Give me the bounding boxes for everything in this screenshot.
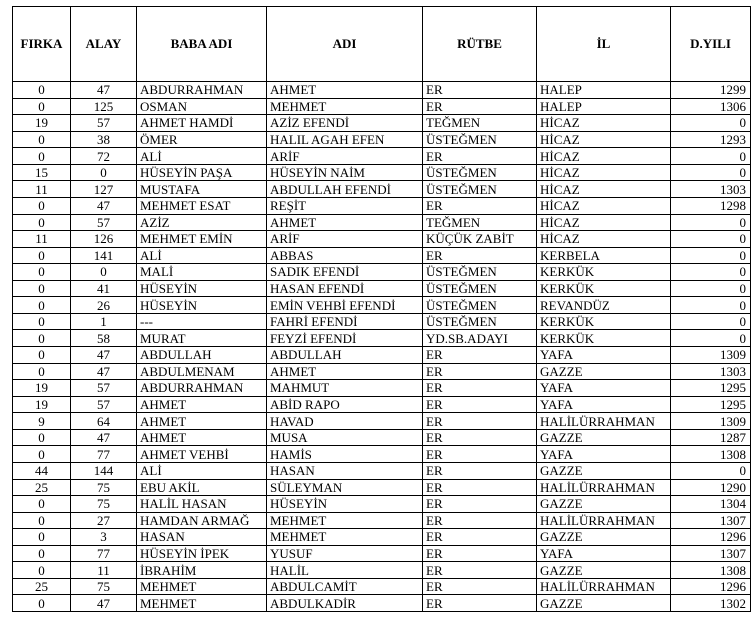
table-row [13, 429, 751, 446]
il-cell: YAFA [537, 347, 671, 364]
rutbe-cell: ER [423, 512, 537, 529]
adi-cell: MUSA [267, 429, 423, 446]
header-row [13, 7, 751, 82]
header-rutbe: RÜTBE [423, 7, 537, 82]
firka-cell: 0 [13, 214, 71, 231]
il-cell: HİCAZ [537, 115, 671, 132]
adi-cell: ABDULLAH [267, 347, 423, 364]
rutbe-cell: ER [423, 98, 537, 115]
firka-cell: 0 [13, 264, 71, 281]
rutbe-cell: ER [423, 545, 537, 562]
il-cell: GAZZE [537, 462, 671, 479]
table-row [13, 131, 751, 148]
rutbe-cell: ER [423, 396, 537, 413]
adi-cell: MEHMET [267, 98, 423, 115]
rutbe-cell: ER [423, 462, 537, 479]
adi-cell: ARİF [267, 148, 423, 165]
adi-cell: ABİD RAPO [267, 396, 423, 413]
firka-cell: 0 [13, 363, 71, 380]
baba-adi-cell: AHMET HAMDİ [137, 115, 267, 132]
table-row [13, 446, 751, 463]
il-cell: KERKÜK [537, 280, 671, 297]
table-row [13, 347, 751, 364]
table-row [13, 413, 751, 430]
il-cell: GAZZE [537, 429, 671, 446]
alay-cell: 11 [71, 562, 137, 579]
firka-cell: 0 [13, 347, 71, 364]
alay-cell: 47 [71, 82, 137, 99]
d-yili-cell: 1295 [671, 380, 751, 397]
firka-cell: 0 [13, 545, 71, 562]
d-yili-cell: 1287 [671, 429, 751, 446]
table-row [13, 231, 751, 248]
table-row [13, 396, 751, 413]
alay-cell: 3 [71, 529, 137, 546]
baba-adi-cell: HÜSEYİN PAŞA [137, 164, 267, 181]
alay-cell: 75 [71, 479, 137, 496]
baba-adi-cell: ÖMER [137, 131, 267, 148]
alay-cell: 27 [71, 512, 137, 529]
rutbe-cell: ER [423, 197, 537, 214]
rutbe-cell: ER [423, 496, 537, 513]
d-yili-cell: 1307 [671, 545, 751, 562]
table-row [13, 247, 751, 264]
baba-adi-cell: ALİ [137, 462, 267, 479]
rutbe-cell: ER [423, 595, 537, 612]
table-row [13, 264, 751, 281]
alay-cell: 26 [71, 297, 137, 314]
firka-cell: 11 [13, 181, 71, 198]
d-yili-cell: 0 [671, 264, 751, 281]
firka-cell: 15 [13, 164, 71, 181]
baba-adi-cell: AHMET [137, 413, 267, 430]
header-adi: ADI [267, 7, 423, 82]
alay-cell: 64 [71, 413, 137, 430]
firka-cell: 25 [13, 578, 71, 595]
il-cell: GAZZE [537, 529, 671, 546]
il-cell: HİCAZ [537, 164, 671, 181]
header-baba-adi: BABA ADI [137, 7, 267, 82]
table-row [13, 462, 751, 479]
rutbe-cell: ER [423, 529, 537, 546]
d-yili-cell: 0 [671, 297, 751, 314]
rutbe-cell: TEĞMEN [423, 115, 537, 132]
adi-cell: HALIL AGAH EFEN [267, 131, 423, 148]
d-yili-cell: 0 [671, 280, 751, 297]
table-row [13, 148, 751, 165]
il-cell: KERBELA [537, 247, 671, 264]
baba-adi-cell: MUSTAFA [137, 181, 267, 198]
adi-cell: AHMET [267, 82, 423, 99]
d-yili-cell: 0 [671, 164, 751, 181]
alay-cell: 141 [71, 247, 137, 264]
alay-cell: 47 [71, 429, 137, 446]
rutbe-cell: ER [423, 479, 537, 496]
alay-cell: 144 [71, 462, 137, 479]
il-cell: GAZZE [537, 562, 671, 579]
table-row [13, 214, 751, 231]
il-cell: GAZZE [537, 496, 671, 513]
alay-cell: 0 [71, 164, 137, 181]
baba-adi-cell: AHMET [137, 429, 267, 446]
d-yili-cell: 0 [671, 462, 751, 479]
adi-cell: FAHRİ EFENDİ [267, 313, 423, 330]
rutbe-cell: ER [423, 562, 537, 579]
header-firka: FIRKA [13, 7, 71, 82]
alay-cell: 126 [71, 231, 137, 248]
alay-cell: 57 [71, 115, 137, 132]
baba-adi-cell: AZİZ [137, 214, 267, 231]
d-yili-cell: 0 [671, 330, 751, 347]
table-row [13, 512, 751, 529]
rutbe-cell: TEĞMEN [423, 214, 537, 231]
il-cell: YAFA [537, 380, 671, 397]
il-cell: HİCAZ [537, 181, 671, 198]
adi-cell: AHMET [267, 363, 423, 380]
rutbe-cell: ÜSTEĞMEN [423, 164, 537, 181]
d-yili-cell: 1302 [671, 595, 751, 612]
alay-cell: 75 [71, 496, 137, 513]
rutbe-cell: ÜSTEĞMEN [423, 313, 537, 330]
d-yili-cell: 1290 [671, 479, 751, 496]
table-row [13, 98, 751, 115]
alay-cell: 57 [71, 396, 137, 413]
d-yili-cell: 1303 [671, 363, 751, 380]
d-yili-cell: 1304 [671, 496, 751, 513]
alay-cell: 47 [71, 595, 137, 612]
table-row [13, 297, 751, 314]
baba-adi-cell: HÜSEYİN [137, 280, 267, 297]
d-yili-cell: 0 [671, 231, 751, 248]
alay-cell: 1 [71, 313, 137, 330]
adi-cell: HASAN [267, 462, 423, 479]
il-cell: HİCAZ [537, 148, 671, 165]
d-yili-cell: 1303 [671, 181, 751, 198]
baba-adi-cell: HALİL HASAN [137, 496, 267, 513]
adi-cell: HÜSEYİN [267, 496, 423, 513]
adi-cell: HAMİS [267, 446, 423, 463]
baba-adi-cell: AHMET [137, 396, 267, 413]
table-row [13, 197, 751, 214]
adi-cell: YUSUF [267, 545, 423, 562]
il-cell: REVANDÜZ [537, 297, 671, 314]
adi-cell: ABDULLAH EFENDİ [267, 181, 423, 198]
alay-cell: 127 [71, 181, 137, 198]
d-yili-cell: 1296 [671, 529, 751, 546]
table-row [13, 330, 751, 347]
d-yili-cell: 1309 [671, 347, 751, 364]
firka-cell: 0 [13, 562, 71, 579]
baba-adi-cell: --- [137, 313, 267, 330]
adi-cell: MAHMUT [267, 380, 423, 397]
firka-cell: 44 [13, 462, 71, 479]
baba-adi-cell: ALİ [137, 148, 267, 165]
alay-cell: 58 [71, 330, 137, 347]
table-row [13, 529, 751, 546]
adi-cell: EMİN VEHBİ EFENDİ [267, 297, 423, 314]
firka-cell: 11 [13, 231, 71, 248]
adi-cell: ARİF [267, 231, 423, 248]
d-yili-cell: 0 [671, 148, 751, 165]
il-cell: HALİLÜRRAHMAN [537, 512, 671, 529]
baba-adi-cell: MEHMET EMİN [137, 231, 267, 248]
il-cell: HİCAZ [537, 197, 671, 214]
il-cell: HİCAZ [537, 214, 671, 231]
firka-cell: 0 [13, 82, 71, 99]
adi-cell: ABDULCAMİT [267, 578, 423, 595]
table-row [13, 115, 751, 132]
d-yili-cell: 1298 [671, 197, 751, 214]
il-cell: YAFA [537, 446, 671, 463]
alay-cell: 72 [71, 148, 137, 165]
il-cell: GAZZE [537, 363, 671, 380]
adi-cell: FEYZİ EFENDİ [267, 330, 423, 347]
baba-adi-cell: ABDULMENAM [137, 363, 267, 380]
alay-cell: 75 [71, 578, 137, 595]
baba-adi-cell: HASAN [137, 529, 267, 546]
firka-cell: 0 [13, 280, 71, 297]
records-table [12, 6, 751, 612]
adi-cell: HÜSEYİN NAİM [267, 164, 423, 181]
d-yili-cell: 1299 [671, 82, 751, 99]
firka-cell: 0 [13, 197, 71, 214]
adi-cell: HASAN EFENDİ [267, 280, 423, 297]
alay-cell: 47 [71, 197, 137, 214]
table-row [13, 280, 751, 297]
adi-cell: HAVAD [267, 413, 423, 430]
adi-cell: AHMET [267, 214, 423, 231]
adi-cell: REŞİT [267, 197, 423, 214]
d-yili-cell: 1295 [671, 396, 751, 413]
table-row [13, 181, 751, 198]
firka-cell: 0 [13, 148, 71, 165]
baba-adi-cell: ALİ [137, 247, 267, 264]
alay-cell: 125 [71, 98, 137, 115]
baba-adi-cell: HAMDAN ARMAĞ [137, 512, 267, 529]
il-cell: HALİLÜRRAHMAN [537, 479, 671, 496]
adi-cell: HALİL [267, 562, 423, 579]
table-row [13, 363, 751, 380]
baba-adi-cell: EBU AKİL [137, 479, 267, 496]
il-cell: YAFA [537, 545, 671, 562]
rutbe-cell: ER [423, 82, 537, 99]
d-yili-cell: 1306 [671, 98, 751, 115]
baba-adi-cell: İBRAHİM [137, 562, 267, 579]
alay-cell: 77 [71, 545, 137, 562]
d-yili-cell: 0 [671, 115, 751, 132]
firka-cell: 0 [13, 98, 71, 115]
il-cell: HALEP [537, 82, 671, 99]
il-cell: KERKÜK [537, 264, 671, 281]
header-d-yili: D.YILI [671, 7, 751, 82]
header-alay: ALAY [71, 7, 137, 82]
table-row [13, 82, 751, 99]
rutbe-cell: ER [423, 578, 537, 595]
firka-cell: 0 [13, 131, 71, 148]
table-body [13, 82, 751, 612]
firka-cell: 0 [13, 529, 71, 546]
firka-cell: 0 [13, 595, 71, 612]
il-cell: GAZZE [537, 595, 671, 612]
baba-adi-cell: OSMAN [137, 98, 267, 115]
alay-cell: 41 [71, 280, 137, 297]
table-row [13, 496, 751, 513]
rutbe-cell: ER [423, 380, 537, 397]
firka-cell: 19 [13, 380, 71, 397]
baba-adi-cell: MALİ [137, 264, 267, 281]
rutbe-cell: ER [423, 148, 537, 165]
adi-cell: SÜLEYMAN [267, 479, 423, 496]
firka-cell: 25 [13, 479, 71, 496]
table-row [13, 313, 751, 330]
d-yili-cell: 1293 [671, 131, 751, 148]
d-yili-cell: 0 [671, 247, 751, 264]
adi-cell: ABBAS [267, 247, 423, 264]
alay-cell: 57 [71, 380, 137, 397]
rutbe-cell: ER [423, 413, 537, 430]
rutbe-cell: ÜSTEĞMEN [423, 280, 537, 297]
alay-cell: 47 [71, 347, 137, 364]
baba-adi-cell: ABDURRAHMAN [137, 82, 267, 99]
baba-adi-cell: ABDULLAH [137, 347, 267, 364]
rutbe-cell: ÜSTEĞMEN [423, 297, 537, 314]
rutbe-cell: ÜSTEĞMEN [423, 264, 537, 281]
adi-cell: AZİZ EFENDİ [267, 115, 423, 132]
rutbe-cell: ER [423, 446, 537, 463]
firka-cell: 19 [13, 115, 71, 132]
firka-cell: 0 [13, 446, 71, 463]
records-table-container [12, 6, 750, 612]
il-cell: YAFA [537, 396, 671, 413]
alay-cell: 38 [71, 131, 137, 148]
rutbe-cell: ÜSTEĞMEN [423, 181, 537, 198]
alay-cell: 77 [71, 446, 137, 463]
firka-cell: 0 [13, 330, 71, 347]
firka-cell: 0 [13, 496, 71, 513]
il-cell: HALİLÜRRAHMAN [537, 413, 671, 430]
baba-adi-cell: MEHMET [137, 595, 267, 612]
baba-adi-cell: AHMET VEHBİ [137, 446, 267, 463]
table-row [13, 380, 751, 397]
il-cell: HİCAZ [537, 231, 671, 248]
adi-cell: ABDULKADİR [267, 595, 423, 612]
d-yili-cell: 1296 [671, 578, 751, 595]
adi-cell: SADIK EFENDİ [267, 264, 423, 281]
adi-cell: MEHMET [267, 512, 423, 529]
baba-adi-cell: MEHMET ESAT [137, 197, 267, 214]
rutbe-cell: YD.SB.ADAYI [423, 330, 537, 347]
rutbe-cell: ER [423, 247, 537, 264]
firka-cell: 0 [13, 512, 71, 529]
baba-adi-cell: MURAT [137, 330, 267, 347]
firka-cell: 9 [13, 413, 71, 430]
il-cell: KERKÜK [537, 330, 671, 347]
il-cell: HİCAZ [537, 131, 671, 148]
table-row [13, 562, 751, 579]
baba-adi-cell: MEHMET [137, 578, 267, 595]
rutbe-cell: ER [423, 347, 537, 364]
rutbe-cell: KÜÇÜK ZABİT [423, 231, 537, 248]
rutbe-cell: ER [423, 363, 537, 380]
table-row [13, 164, 751, 181]
rutbe-cell: ER [423, 429, 537, 446]
d-yili-cell: 0 [671, 214, 751, 231]
baba-adi-cell: HÜSEYİN [137, 297, 267, 314]
firka-cell: 19 [13, 396, 71, 413]
d-yili-cell: 1307 [671, 512, 751, 529]
table-row [13, 578, 751, 595]
alay-cell: 0 [71, 264, 137, 281]
firka-cell: 0 [13, 429, 71, 446]
firka-cell: 0 [13, 247, 71, 264]
table-row [13, 545, 751, 562]
d-yili-cell: 1308 [671, 562, 751, 579]
alay-cell: 57 [71, 214, 137, 231]
baba-adi-cell: ABDURRAHMAN [137, 380, 267, 397]
d-yili-cell: 1308 [671, 446, 751, 463]
table-row [13, 479, 751, 496]
d-yili-cell: 0 [671, 313, 751, 330]
alay-cell: 47 [71, 363, 137, 380]
baba-adi-cell: HÜSEYİN İPEK [137, 545, 267, 562]
il-cell: HALİLÜRRAHMAN [537, 578, 671, 595]
firka-cell: 0 [13, 313, 71, 330]
table-row [13, 595, 751, 612]
header-il: İL [537, 7, 671, 82]
rutbe-cell: ÜSTEĞMEN [423, 131, 537, 148]
il-cell: HALEP [537, 98, 671, 115]
d-yili-cell: 1309 [671, 413, 751, 430]
firka-cell: 0 [13, 297, 71, 314]
il-cell: KERKÜK [537, 313, 671, 330]
adi-cell: MEHMET [267, 529, 423, 546]
